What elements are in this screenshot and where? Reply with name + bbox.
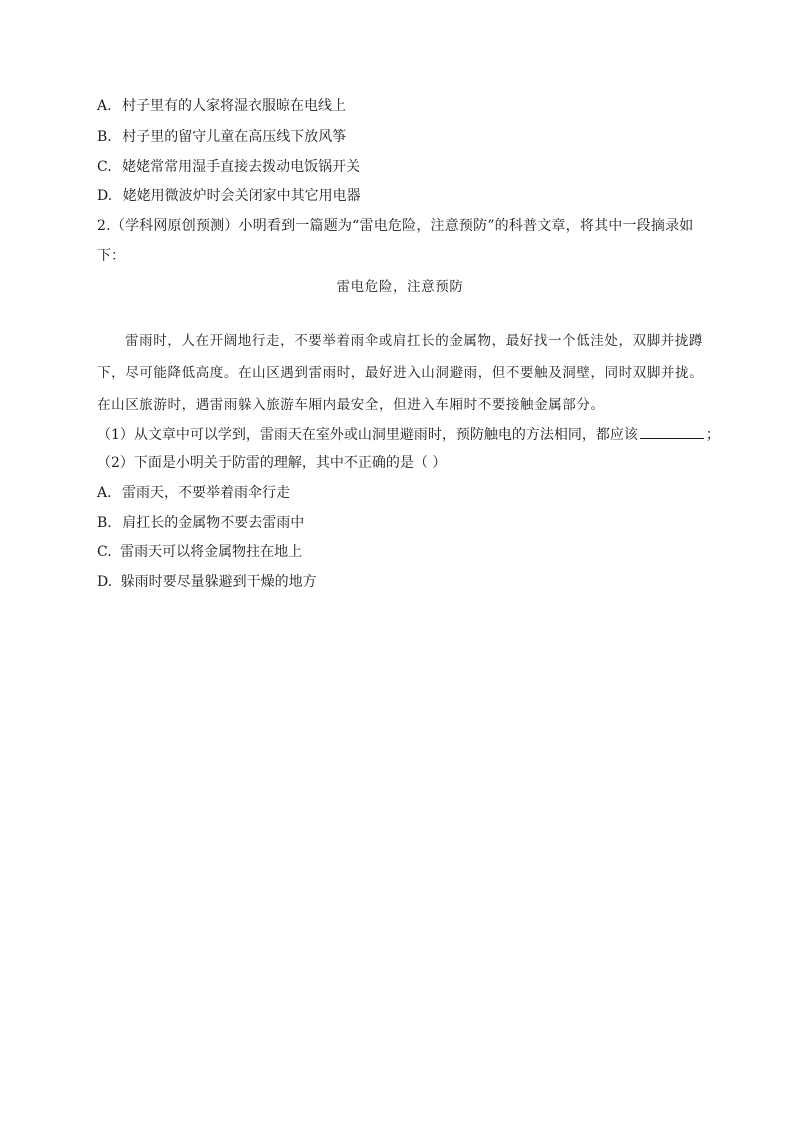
q2-sub2-option-a-text: 雷雨天，不要举着雨伞行走: [122, 485, 291, 501]
q2-sub2-stem: （2）下面是小明关于防雷的理解，其中不正确的是（ ）: [97, 455, 447, 471]
q2-sub2-option-c-label: C.: [97, 544, 112, 560]
q2-stem-line2: 下：: [97, 248, 125, 264]
q2-sub2-option-b: [97, 513, 304, 533]
q2-sub1-end: ；: [705, 427, 720, 443]
q1-option-b: [97, 127, 346, 147]
q1-option-b-label: B.: [97, 129, 112, 145]
q1-option-b-text: 村子里的留守儿童在高压线下放风筝: [122, 129, 347, 145]
article-line-2: 下，尽可能降低高度。在山区遇到雷雨时，最好进入山洞避雨，但不要触及洞壁，同时双脚并拢。: [97, 365, 704, 381]
q2-sub1-text: （1）从文章中可以学到，雷雨天在室外或山洞里避雨时，预防触电的方法相同，都应该: [97, 427, 638, 443]
q2-sub2-option-d-text: 躲雨时要尽量躲避到干燥的地方: [120, 574, 317, 590]
article-line-3: 在山区旅游时，遇雷雨躲入旅游车厢内最安全，但进入车厢时不要接触金属部分。: [97, 397, 605, 413]
q1-option-a-label: A.: [97, 98, 112, 114]
q2-sub2-option-b-text: 肩扛长的金属物不要去雷雨中: [122, 515, 305, 531]
q2-sub2-option-d: [97, 572, 317, 592]
q2-sub2-option-d-label: D.: [97, 574, 113, 590]
q1-option-c-text: 姥姥常常用湿手直接去拨动电饭锅开关: [122, 159, 361, 175]
q2-stem-line1: 2.（学科网原创预测）小明看到一篇题为“雷电危险，注意预防”的科普文章，将其中一段摘录如: [97, 218, 694, 234]
q1-option-a: [97, 96, 346, 116]
q2-sub2-option-b-label: B.: [97, 515, 112, 531]
q1-option-c: [97, 157, 360, 177]
q1-option-d: [97, 186, 361, 206]
q2-sub2-option-a: [97, 483, 290, 503]
q2-sub1: [97, 424, 720, 445]
answer-blank[interactable]: [640, 424, 704, 439]
q1-option-d-text: 姥姥用微波炉时会关闭家中其它用电器: [122, 188, 361, 204]
article-line-1: 雷雨时，人在开阔地行走，不要举着雨伞或肩扛长的金属物，最好找一个低洼处，双脚并拢蹲: [125, 333, 704, 349]
q1-option-d-label: D.: [97, 188, 113, 204]
article-title: 雷电危险，注意预防: [336, 279, 464, 295]
q2-sub2-option-a-label: A.: [97, 485, 112, 501]
q1-option-c-label: C.: [97, 159, 112, 175]
q2-sub2-option-c: [97, 542, 302, 562]
q2-sub2-option-c-text: 雷雨天可以将金属物拄在地上: [120, 544, 303, 560]
q1-option-a-text: 村子里有的人家将湿衣服晾在电线上: [122, 98, 347, 114]
